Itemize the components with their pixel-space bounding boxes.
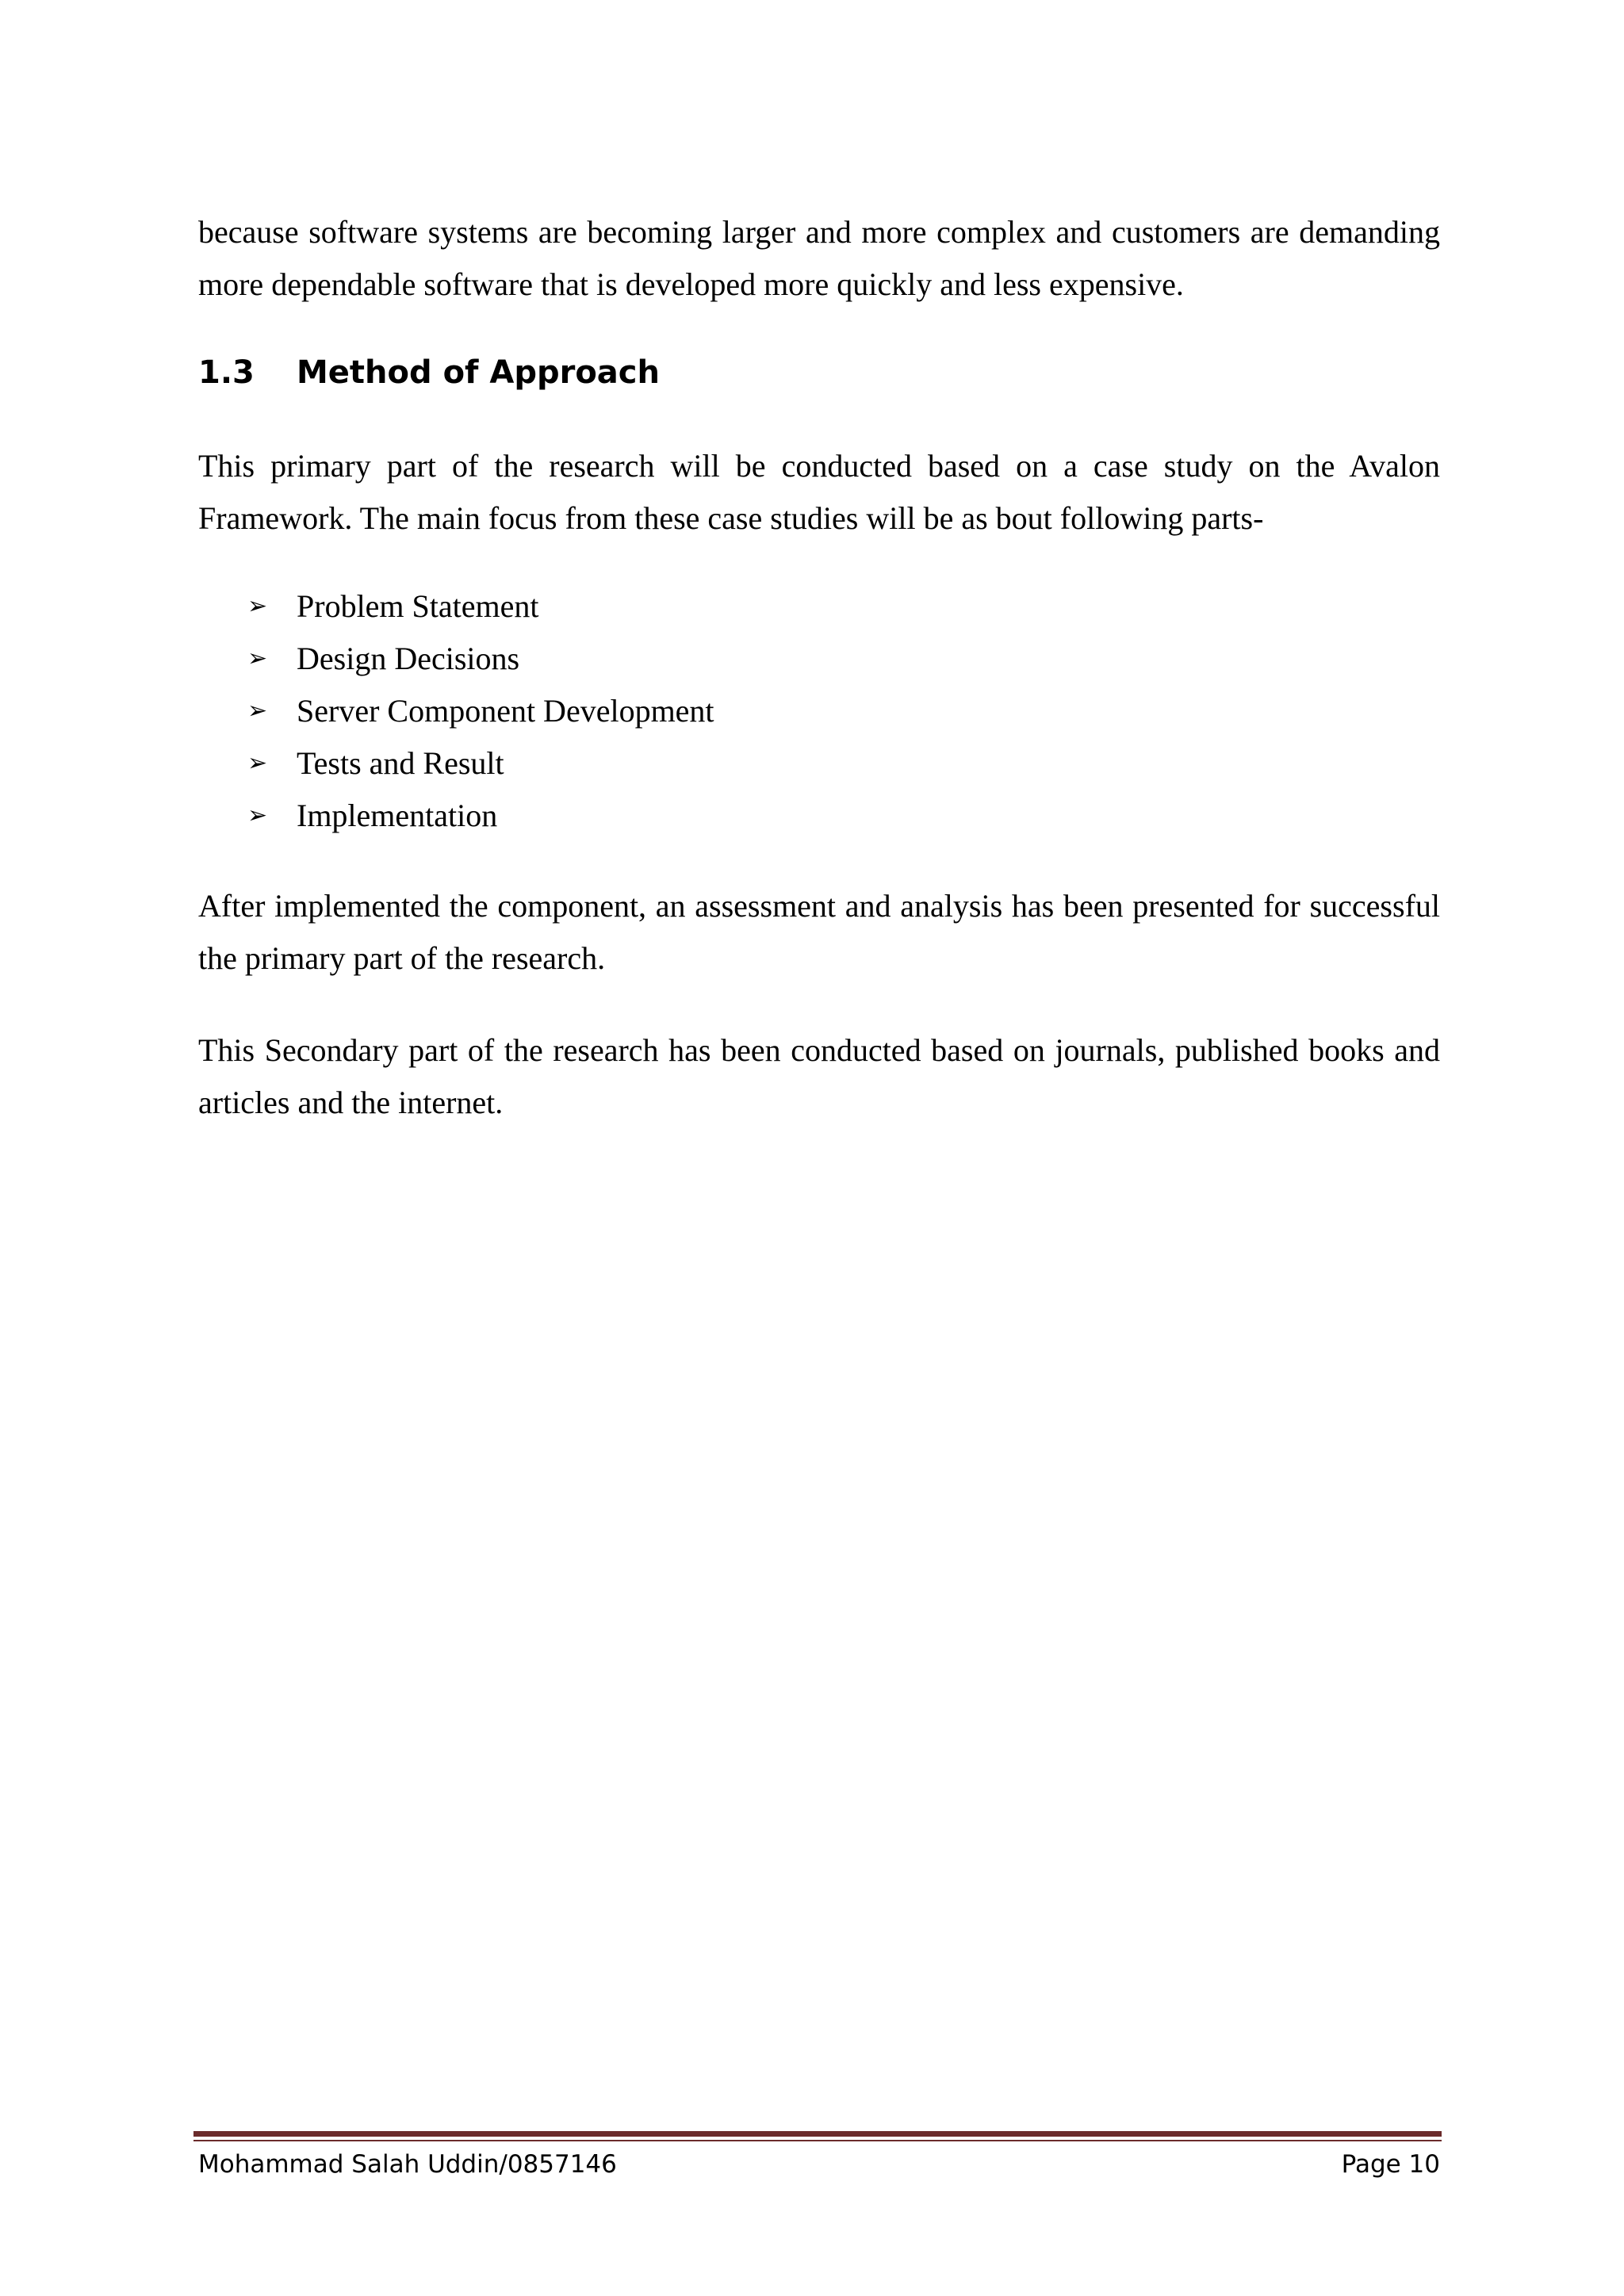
footer-divider-thick <box>193 2131 1442 2137</box>
paragraph-secondary-research: This Secondary part of the research has been conducted based on journals, published books and articles and the internet. <box>198 1032 1440 1120</box>
section-number: 1.3 <box>198 354 255 391</box>
section-heading <box>198 345 1440 400</box>
paragraph-primary-research: This primary part of the research will be conducted based on a case study on the Avalon Framework. The main focus from these case studies will be as bout following parts- <box>198 448 1440 536</box>
footer-author: Mohammad Salah Uddin/0857146 <box>198 2150 617 2179</box>
arrow-bullet-icon: ➢ <box>247 592 268 620</box>
page-footer <box>198 2145 1440 2184</box>
list-item-label: Tests and Result <box>297 745 504 781</box>
section-title: Method of Approach <box>297 354 660 391</box>
arrow-bullet-icon: ➢ <box>247 749 268 777</box>
arrow-bullet-icon: ➢ <box>247 645 268 672</box>
list-item-label: Design Decisions <box>297 641 520 676</box>
paragraph-intro: because software systems are becoming larger and more complex and customers are demanding more dependable software that is developed more quickly and less expensive. <box>198 214 1440 302</box>
list-item-label: Problem Statement <box>297 588 539 624</box>
footer-divider-thin <box>193 2140 1442 2141</box>
arrow-bullet-icon: ➢ <box>247 697 268 725</box>
arrow-bullet-icon: ➢ <box>247 802 268 829</box>
paragraph-assessment: After implemented the component, an assessment and analysis has been presented for successful the primary part of the research. <box>198 888 1440 976</box>
list-item-label: Implementation <box>297 798 498 833</box>
list-item-label: Server Component Development <box>297 693 714 729</box>
footer-page-number: Page 10 <box>1341 2150 1440 2179</box>
